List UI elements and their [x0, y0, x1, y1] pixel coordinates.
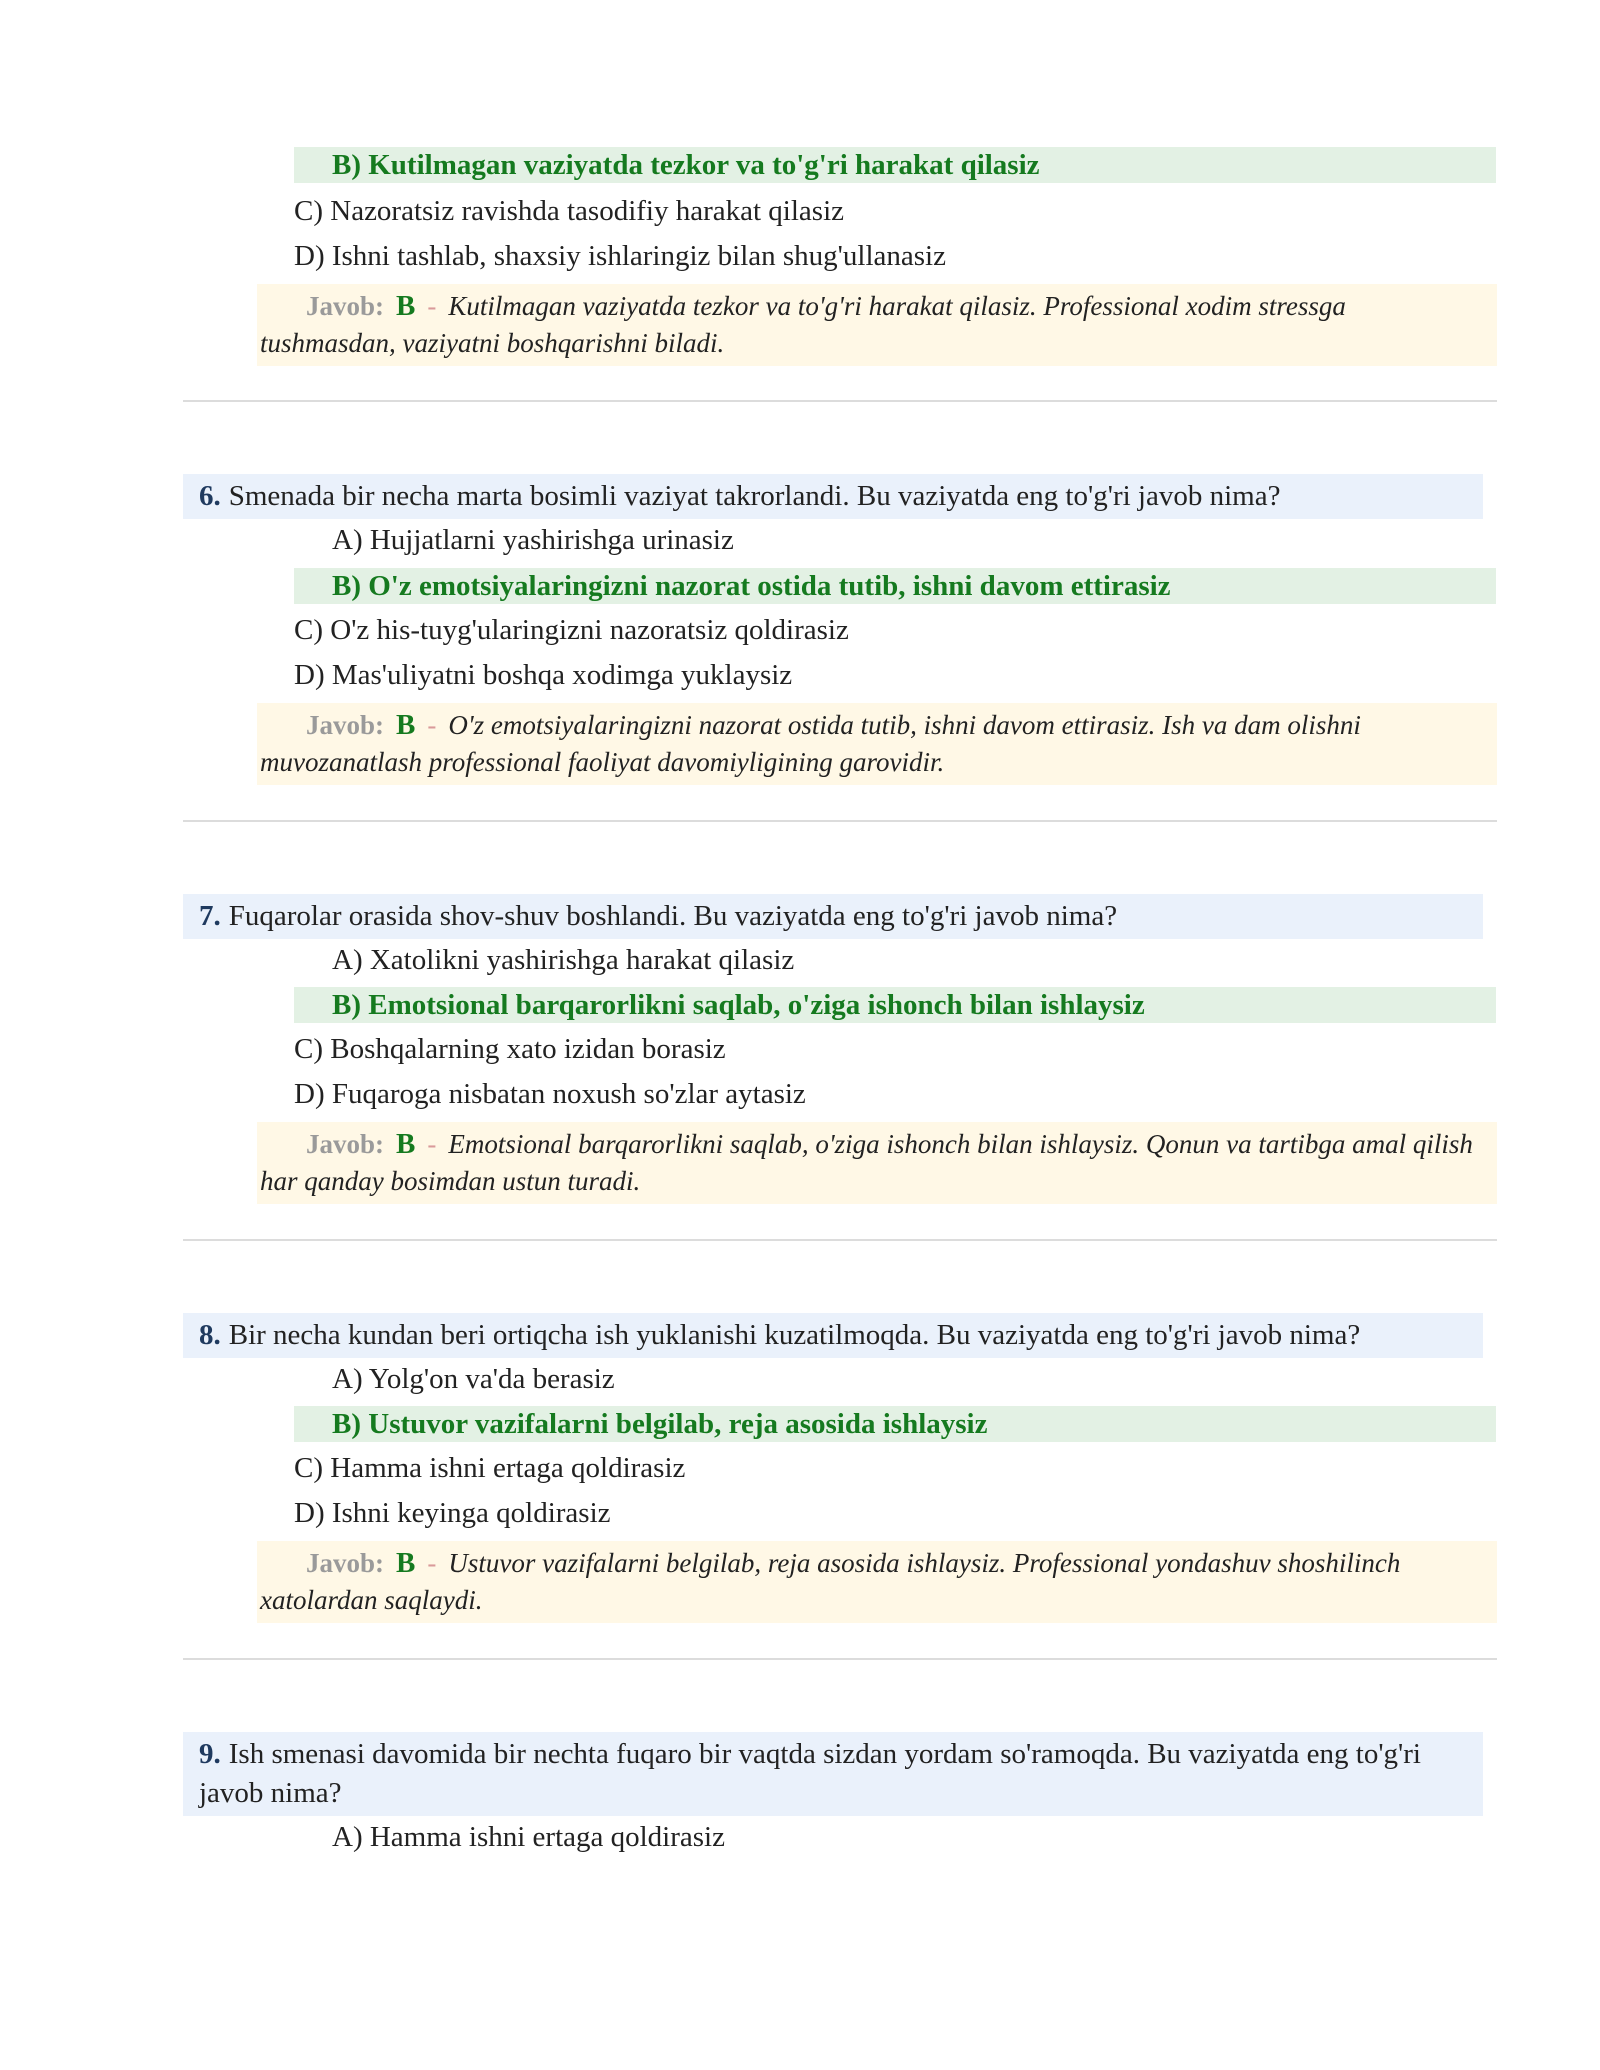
question-text: Ish smenasi davomida bir nechta fuqaro bir vaqtda sizdan yordam so'ramoqda. Bu vaziyatda eng to'g'ri javob nima? [199, 1738, 1421, 1809]
option-d: D) Mas'uliyatni boshqa xodimga yuklaysiz [294, 659, 793, 691]
answer-dash: - [427, 1548, 437, 1578]
answer-dash: - [427, 710, 437, 740]
divider [183, 1658, 1497, 1660]
answer-label: Javob: [306, 1129, 385, 1159]
option-a: A) Yolg'on va'da berasiz [332, 1363, 615, 1395]
option-b-correct: B) Kutilmagan vaziyatda tezkor va to'g'ri harakat qilasiz [294, 147, 1496, 183]
option-d: D) Ishni tashlab, shaxsiy ishlaringiz bilan shug'ullanasiz [294, 240, 946, 272]
answer-box [257, 284, 1497, 366]
answer-box [257, 1541, 1497, 1623]
option-b-correct: B) Emotsional barqarorlikni saqlab, o'ziga ishonch bilan ishlaysiz [294, 987, 1496, 1023]
question-6 [183, 474, 1483, 519]
question-text: Fuqarolar orasida shov-shuv boshlandi. Bu vaziyatda eng to'g'ri javob nima? [228, 900, 1118, 932]
answer-explanation: O'z emotsiyalaringizni nazorat ostida tutib, ishni davom ettirasiz. Ish va dam olishni muvozanatlash professional faoliyat davomiyligining garovidir. [260, 710, 1361, 777]
answer-explanation: Kutilmagan vaziyatda tezkor va to'g'ri harakat qilasiz. Professional xodim stressga tushmasdan, vaziyatni boshqarishni biladi. [260, 291, 1346, 358]
divider [183, 820, 1497, 822]
answer-key: B [396, 1547, 416, 1579]
option-d: D) Ishni keyinga qoldirasiz [294, 1497, 611, 1529]
option-a: A) Hujjatlarni yashirishga urinasiz [332, 524, 734, 556]
answer-explanation: Ustuvor vazifalarni belgilab, reja asosida ishlaysiz. Professional yondashuv shoshilinch xatolardan saqlaydi. [260, 1548, 1401, 1615]
answer-explanation: Emotsional barqarorlikni saqlab, o'ziga ishonch bilan ishlaysiz. Qonun va tartibga amal qilish har qanday bosimdan ustun turadi. [260, 1129, 1473, 1196]
option-c: C) O'z his-tuyg'ularingizni nazoratsiz qoldirasiz [294, 614, 849, 646]
option-a: A) Hamma ishni ertaga qoldirasiz [332, 1821, 725, 1853]
option-c: C) Boshqalarning xato izidan borasiz [294, 1033, 726, 1065]
divider [183, 400, 1497, 402]
option-c: C) Hamma ishni ertaga qoldirasiz [294, 1452, 686, 1484]
question-8 [183, 1313, 1483, 1358]
question-text: Smenada bir necha marta bosimli vaziyat takrorlandi. Bu vaziyatda eng to'g'ri javob nima? [228, 480, 1281, 512]
answer-box [257, 1122, 1497, 1204]
option-d: D) Fuqaroga nisbatan noxush so'zlar aytasiz [294, 1078, 806, 1110]
divider [183, 1239, 1497, 1241]
question-number: 6. [199, 480, 221, 512]
answer-key: B [396, 290, 416, 322]
answer-key: B [396, 709, 416, 741]
answer-dash: - [427, 1129, 437, 1159]
option-a: A) Xatolikni yashirishga harakat qilasiz [332, 944, 795, 976]
question-number: 9. [199, 1738, 221, 1770]
answer-box [257, 703, 1497, 785]
option-b-correct: B) O'z emotsiyalaringizni nazorat ostida tutib, ishni davom ettirasiz [294, 568, 1496, 604]
answer-dash: - [427, 291, 437, 321]
question-number: 8. [199, 1319, 221, 1351]
answer-label: Javob: [306, 710, 385, 740]
question-text: Bir necha kundan beri ortiqcha ish yuklanishi kuzatilmoqda. Bu vaziyatda eng to'g'ri javob nima? [228, 1319, 1361, 1351]
option-c: C) Nazoratsiz ravishda tasodifiy harakat qilasiz [294, 195, 844, 227]
answer-label: Javob: [306, 1548, 385, 1578]
question-7 [183, 894, 1483, 939]
option-b-correct: B) Ustuvor vazifalarni belgilab, reja asosida ishlaysiz [294, 1406, 1496, 1442]
question-9 [183, 1732, 1483, 1816]
question-number: 7. [199, 900, 221, 932]
answer-label: Javob: [306, 291, 385, 321]
answer-key: B [396, 1128, 416, 1160]
